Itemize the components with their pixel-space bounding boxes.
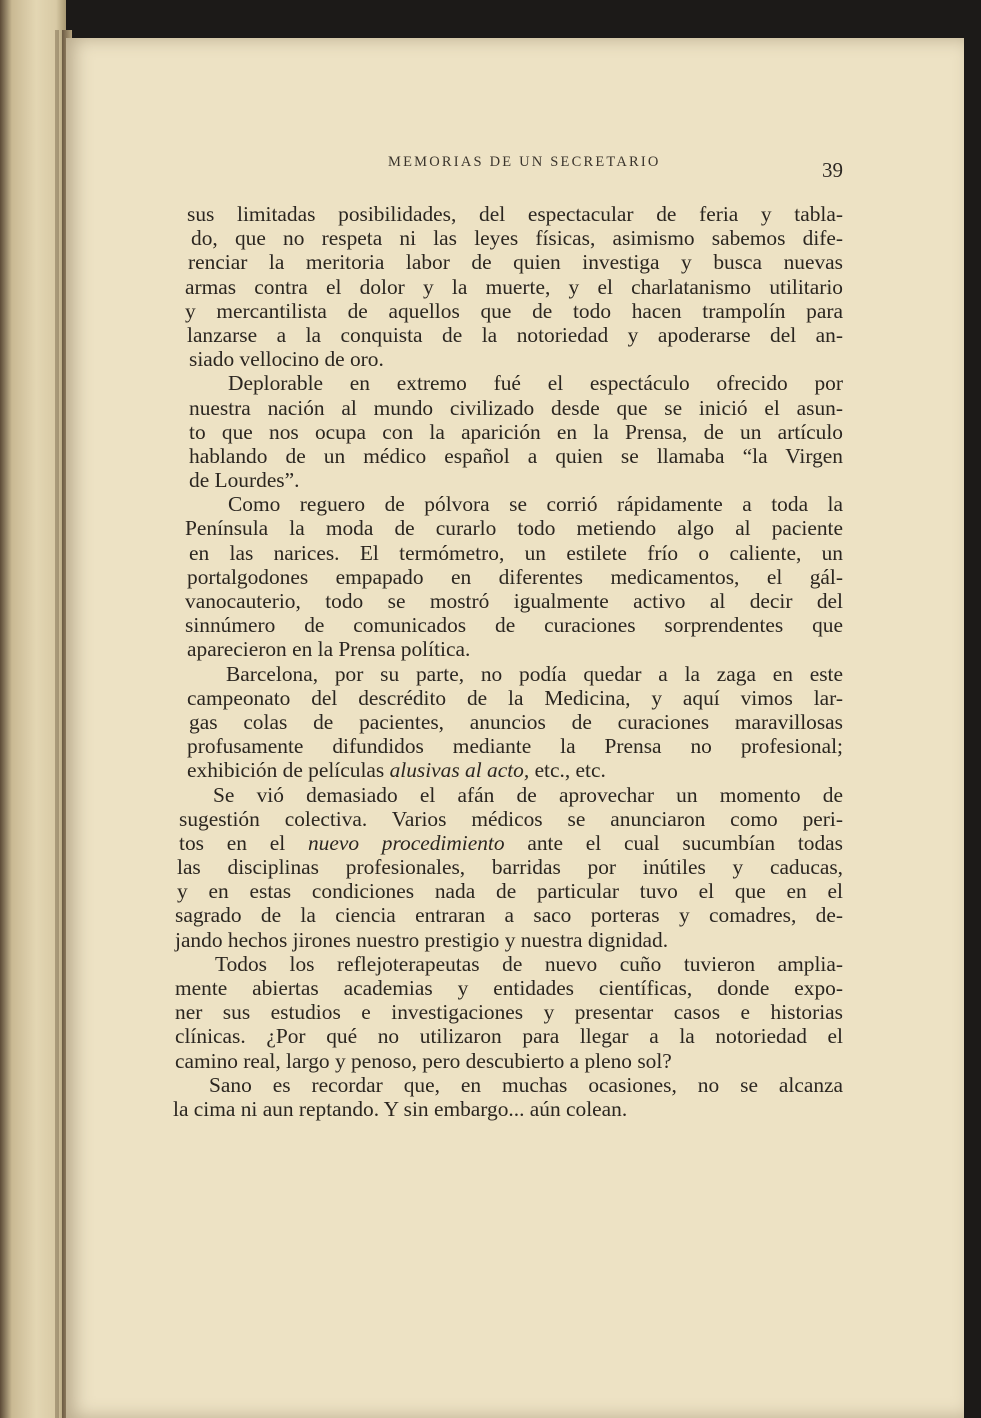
paragraph-start-line: Sano es recordar que, en muchas ocasiones, no se alcanza <box>209 1072 843 1097</box>
text-line: las disciplinas profesionales, barridas por inútiles y caducas, <box>177 855 843 880</box>
text-line: gas colas de pacientes, anuncios de curaciones maravillosas <box>189 709 843 734</box>
text-line: hablando de un médico español a quien se llamaba “la Virgen <box>189 443 843 468</box>
text-line: vanocauterio, todo se mostró igualmente activo al decir del <box>185 589 843 613</box>
paragraph-start-line: Todos los reflejoterapeutas de nuevo cuño tuvieron amplia- <box>215 951 843 976</box>
body-text <box>173 202 843 1121</box>
text-line: mente abiertas academias y entidades científicas, donde expo- <box>175 976 843 1000</box>
text-line: Península la moda de curarlo todo metiendo algo al paciente <box>185 516 843 541</box>
text-line: do, que no respeta ni las leyes físicas, asimismo sabemos dife- <box>191 226 843 251</box>
italic-phrase: alusivas al acto, <box>389 758 530 783</box>
paragraph-start-line: Como reguero de pólvora se corrió rápidamente a toda la <box>228 492 843 517</box>
text-line: sus limitadas posibilidades, del espectacular de feria y tabla- <box>187 202 843 226</box>
text-line: renciar la meritoria labor de quien investiga y busca nuevas <box>188 250 843 275</box>
text-line <box>173 831 843 855</box>
text-line: nuestra nación al mundo civilizado desde que se inició el asun- <box>189 395 843 420</box>
text-line: aparecieron en la Prensa política. <box>187 637 471 662</box>
text-line: lanzarse a la conquista de la notoriedad y apoderarse del an- <box>187 322 843 347</box>
page-number: 39 <box>822 158 843 182</box>
text-segment: etc., etc. <box>534 758 606 783</box>
text-line: sagrado de la ciencia entraran a saco porteras y comadres, de- <box>175 903 843 928</box>
text-line: y en estas condiciones nada de particular tuvo el que en el <box>177 879 843 904</box>
text-line: y mercantilista de aquellos que de todo hacen trampolín para <box>185 298 843 323</box>
paragraph-start-line: Se vió demasiado el afán de aprovechar un momento de <box>213 782 843 807</box>
paragraph-start-line: Deplorable en extremo fué el espectáculo ofrecido por <box>228 371 843 396</box>
text-line: en las narices. El termómetro, un estilete frío o caliente, un <box>189 540 843 565</box>
text-line: armas contra el dolor y la muerte, y el charlatanismo utilitario <box>185 274 843 299</box>
text-line: to que nos ocupa con la aparición en la Prensa, de un artículo <box>189 419 843 444</box>
text-line: portalgodones empapado en diferentes medicamentos, el gál- <box>187 564 843 589</box>
text-segment: ante el cual sucumbían todas <box>527 830 843 855</box>
text-line: de Lourdes”. <box>189 468 300 493</box>
facing-page-fold <box>55 30 59 1418</box>
text-line: campeonato del descrédito de la Medicina, y aquí vimos lar- <box>187 685 843 710</box>
text-line: ner sus estudios e investigaciones y presentar casos e historias <box>175 1000 843 1025</box>
text-line: clínicas. ¿Por qué no utilizaron para llegar a la notoriedad el <box>175 1024 843 1049</box>
text-line: siado vellocino de oro. <box>189 347 384 372</box>
text-line: la cima ni aun reptando. Y sin embargo... aún colean. <box>173 1096 628 1121</box>
text-line <box>173 758 843 782</box>
paragraph-start-line: Barcelona, por su parte, no podía quedar a la zaga en este <box>226 661 843 686</box>
text-line: sinnúmero de comunicados de curaciones sorprendentes que <box>185 613 843 638</box>
text-line: jando hechos jirones nuestro prestigio y nuestra dignidad. <box>175 927 669 952</box>
running-header: MEMORIAS DE UN SECRETARIO <box>388 154 661 170</box>
text-segment: exhibición de películas <box>187 758 385 783</box>
text-line: camino real, largo y penoso, pero descubierto a pleno sol? <box>175 1048 672 1073</box>
text-line: profusamente difundidos mediante la Prensa no profesional; <box>187 734 843 759</box>
italic-phrase: nuevo procedimiento <box>307 830 505 855</box>
text-line: sugestión colectiva. Varios médicos se anunciaron como peri- <box>179 806 843 831</box>
text-segment: tos en el <box>179 830 286 855</box>
